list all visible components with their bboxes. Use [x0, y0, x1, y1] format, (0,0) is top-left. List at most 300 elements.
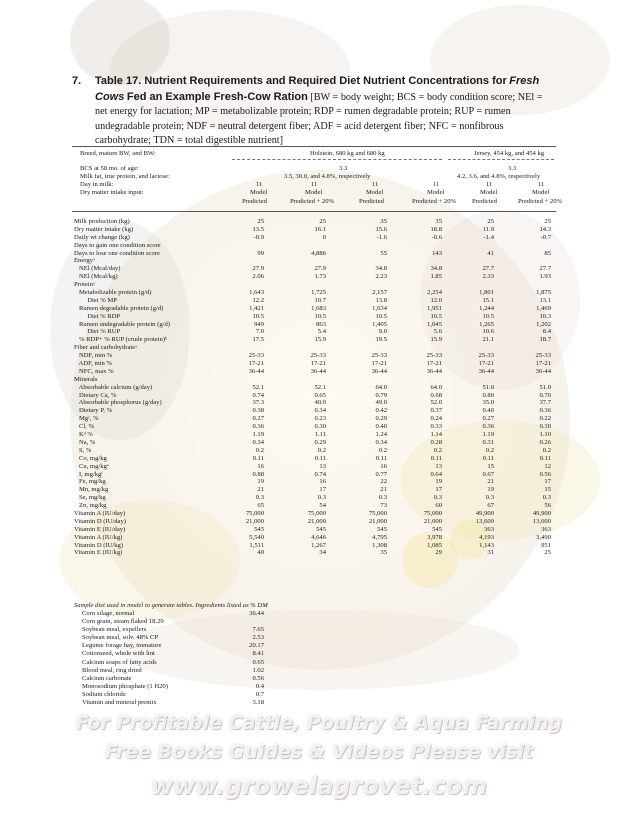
- table-cell: 10.5: [375, 312, 387, 320]
- table-cell: 13.1: [539, 296, 551, 304]
- ingredient-value: 0.7: [255, 690, 264, 698]
- table-cell: 10.6: [482, 328, 494, 336]
- table-cell: 863: [316, 320, 326, 328]
- table-cell: 15.1: [482, 296, 494, 304]
- row-label: Vitamin D (IU/day): [74, 517, 126, 525]
- table-cell: 15.6: [375, 225, 387, 233]
- table-row: [74, 423, 558, 431]
- table-cell: 10.5: [430, 312, 442, 320]
- table-row: [74, 542, 558, 550]
- table-cell: 25-33: [310, 352, 326, 360]
- row-label: Kᵈ %: [74, 431, 93, 439]
- table-row: [74, 273, 558, 281]
- ingredient-value: 20.17: [249, 642, 264, 650]
- table-cell: 2,254: [427, 289, 442, 297]
- table-row: [74, 455, 558, 463]
- table-cell: 12.2: [252, 296, 264, 304]
- table-cell: 18.8: [430, 225, 442, 233]
- table-cell: 0.74: [252, 391, 264, 399]
- table-row: [74, 518, 558, 526]
- table-cell: 1,511: [249, 541, 264, 549]
- dim-value: 11: [372, 181, 379, 188]
- table-cell: 36-44: [371, 367, 387, 375]
- table-cell: 51.0: [539, 383, 551, 391]
- row-label: % RDP+ % RUP (crude protein)ᵇ: [74, 336, 168, 344]
- table-cell: 0.42: [375, 407, 387, 415]
- table-row: [74, 392, 558, 400]
- ingredient-label: Sodium chloride: [82, 690, 126, 698]
- row-label: Fe, mg/kg: [74, 478, 106, 486]
- table-cell: 67: [487, 502, 494, 510]
- table-cell: 41: [487, 249, 494, 257]
- table-cell: 21: [380, 486, 387, 494]
- table-cell: 0.36: [252, 423, 264, 431]
- ingredient-value: 7.65: [252, 626, 264, 634]
- table-row: [74, 281, 558, 289]
- row-label: I, mg/kgᶠ: [74, 470, 103, 478]
- table-cell: 13.8: [375, 296, 387, 304]
- row-label: Days to gain one condition score: [74, 241, 161, 249]
- table-cell: 11.9: [482, 225, 494, 233]
- table-cell: 0.3: [255, 494, 264, 502]
- table-row: [74, 234, 558, 242]
- table-cell: 1.24: [375, 431, 387, 439]
- table-cell: 54: [319, 502, 326, 510]
- table-cell: 49,900: [532, 509, 551, 517]
- table-row: [74, 447, 558, 455]
- sample-diet-item: [74, 642, 374, 650]
- table-cell: 36-44: [248, 367, 264, 375]
- item-number: 7.: [72, 75, 82, 87]
- row-label: Vitamin A (IU/day): [74, 509, 126, 517]
- table-row: [74, 360, 558, 368]
- ingredient-label: Soybean meal, expellers: [82, 626, 147, 634]
- row-label: NFC, max %: [74, 367, 114, 375]
- table-row: [74, 250, 558, 258]
- table-cell: -1.6: [376, 233, 387, 241]
- model-label: Model: [480, 189, 498, 196]
- table-cell: 363: [541, 525, 551, 533]
- row-label: Diet % MP: [74, 296, 117, 304]
- table-row: [74, 265, 558, 273]
- table-cell: -0.6: [431, 233, 442, 241]
- table-row: [74, 297, 558, 305]
- dim-value: 11: [486, 181, 493, 188]
- table-cell: 13,600: [532, 517, 551, 525]
- table-row: [74, 328, 558, 336]
- table-cell: 0.2: [485, 446, 494, 454]
- row-label: Diet % RDP: [74, 312, 121, 320]
- ingredient-value: 36.44: [249, 610, 264, 617]
- sample-diet-item: [74, 626, 374, 634]
- table-cell: 36-44: [426, 367, 442, 375]
- table-cell: 0.30: [539, 423, 551, 431]
- table-cell: 0.36: [539, 407, 551, 415]
- table-cell: 21,000: [245, 517, 264, 525]
- ingredient-value: 0.65: [252, 658, 264, 666]
- table-cell: 73: [380, 502, 387, 510]
- sample-diet: [74, 601, 374, 707]
- ingredient-label: Monosodium phosphate (1 H20): [82, 682, 168, 690]
- table-row: [74, 344, 558, 352]
- table-cell: 25: [319, 218, 326, 225]
- nutrient-table-body: [74, 218, 558, 557]
- table-cell: 0.3: [542, 494, 551, 502]
- table-cell: 52.1: [314, 383, 326, 391]
- ingredient-label: Corn silage, normal: [82, 610, 135, 617]
- table-cell: 13: [435, 462, 442, 470]
- table-cell: 37.7: [539, 399, 551, 407]
- ingredient-label: Corn grain, steam flaked 18.29: [82, 618, 164, 626]
- table-cell: 0.3: [317, 494, 326, 502]
- row-label: Vitamin D (IU/kg): [74, 541, 124, 549]
- row-label: Rumen degradable protein (g/d): [74, 304, 164, 312]
- ingredient-label: Legume forage hay, immature: [82, 642, 162, 650]
- table-cell: 0.34: [314, 407, 326, 415]
- table-row: [74, 494, 558, 502]
- ingredient-label: Calcium soaps of fatty acids: [82, 658, 157, 666]
- table-cell: 0.27: [482, 415, 494, 423]
- table-cell: 9.0: [378, 328, 387, 336]
- table-cell: -0.7: [540, 233, 551, 241]
- sample-diet-item: [74, 610, 374, 618]
- table-cell: 29: [435, 549, 442, 557]
- table-cell: 52.1: [252, 383, 264, 391]
- table-row: [74, 471, 558, 479]
- table-cell: 25: [544, 549, 551, 557]
- sample-diet-item: [74, 675, 374, 683]
- table-cell: 4,193: [479, 533, 494, 541]
- table-cell: 2,157: [372, 289, 387, 297]
- dim-value: 11: [538, 181, 545, 188]
- table-cell: 19: [257, 478, 264, 486]
- table-cell: 75,000: [245, 509, 264, 517]
- table-row: [74, 336, 558, 344]
- table-cell: 31: [487, 549, 494, 557]
- model-label: Model: [305, 189, 323, 196]
- sample-diet-item: [74, 691, 374, 699]
- row-label: Metabolizable protein (g/d): [74, 289, 152, 297]
- table-cell: 14.3: [539, 225, 551, 233]
- table-cell: 16: [319, 478, 326, 486]
- holstein-rule: [232, 159, 442, 160]
- table-row: [74, 534, 558, 542]
- table-cell: 1,875: [536, 289, 551, 297]
- table-cell: 0.67: [482, 470, 494, 478]
- table-cell: 40: [257, 549, 264, 557]
- table-cell: 5,540: [249, 533, 264, 541]
- milk-label: Milk fat, true protein, and lactose:: [80, 173, 170, 180]
- table-cell: 0.11: [375, 454, 387, 462]
- model-label: Model: [250, 189, 268, 196]
- table-cell: 0.68: [430, 391, 442, 399]
- table-cell: 0.28: [430, 438, 442, 446]
- sample-diet-item: [74, 618, 374, 626]
- table-cell: 17-21: [478, 360, 494, 368]
- table-row: [74, 289, 558, 297]
- table-cell: 0.11: [314, 454, 326, 462]
- table-cell: 0.29: [314, 438, 326, 446]
- table-cell: 10.3: [539, 312, 551, 320]
- table-row: [74, 407, 558, 415]
- row-label: Daily wt change (kg): [74, 233, 130, 241]
- table-heading: [72, 74, 552, 149]
- table-cell: 1,469: [536, 304, 551, 312]
- table-cell: 49.0: [375, 399, 387, 407]
- table-cell: 64.0: [430, 383, 442, 391]
- table-cell: 52.0: [430, 399, 442, 407]
- table-row: [74, 321, 558, 329]
- table-cell: 4,646: [311, 533, 326, 541]
- table-cell: 21,000: [368, 517, 387, 525]
- predicted-label: Predicted + 20%: [290, 198, 335, 205]
- table-cell: 0.88: [252, 470, 264, 478]
- table-cell: 85: [544, 249, 551, 257]
- ingredient-label: Vitamin and mineral premix: [82, 699, 157, 707]
- dim-label: Day in milk:: [80, 181, 114, 188]
- table-cell: 0.23: [314, 415, 326, 423]
- row-label: Dry matter intake (kg): [74, 225, 134, 233]
- table-cell: 363: [484, 525, 494, 533]
- table-cell: 35: [380, 218, 387, 225]
- sample-diet-title: Sample diet used in model to generate tables. Ingredients listed as % DM: [74, 602, 268, 609]
- predicted-label: Predicted + 20%: [518, 198, 563, 205]
- table-cell: 0: [322, 233, 326, 241]
- table-cell: 0.56: [539, 470, 551, 478]
- row-label: Rumen undegradable protein (g/d): [74, 320, 170, 328]
- table-cell: 1,085: [427, 541, 442, 549]
- table-cell: 17-21: [426, 360, 442, 368]
- table-cell: 17-21: [371, 360, 387, 368]
- table-cell: 35: [380, 549, 387, 557]
- table-title-italic: Fresh Cows: [95, 75, 540, 103]
- row-label: NEl (Mcal/day): [74, 265, 121, 273]
- table-row: [74, 368, 558, 376]
- breed-jersey: Jersey, 454 kg, and 454 kg: [474, 150, 545, 157]
- table-cell: -0.9: [253, 233, 264, 241]
- row-label: Mgᶜ, %: [74, 415, 99, 423]
- table-cell: 34: [319, 549, 326, 557]
- table-row: [74, 305, 558, 313]
- table-row: [74, 549, 558, 557]
- table-cell: 25: [257, 218, 264, 225]
- table-cell: 15: [487, 462, 494, 470]
- table-cell: 17: [544, 478, 551, 486]
- table-cell: 75,000: [423, 509, 442, 517]
- row-label: Zn, mg/kg: [74, 502, 107, 510]
- row-label: Fiber and carbohydrateᵃ: [74, 344, 137, 352]
- table-cell: 1,801: [479, 289, 494, 297]
- table-cell: 1.93: [539, 273, 551, 281]
- table-cell: 1,951: [427, 304, 442, 312]
- table-cell: 21: [257, 486, 264, 494]
- table-cell: 0.34: [252, 438, 264, 446]
- table-cell: 27.7: [539, 265, 551, 273]
- table-row: [74, 439, 558, 447]
- table-cell: 0.70: [539, 391, 551, 399]
- bcs-holstein: 3.3: [339, 165, 348, 172]
- table-cell: 25-33: [371, 352, 387, 360]
- model-label: Model: [427, 189, 445, 196]
- table-cell: 40.0: [314, 399, 326, 407]
- table-cell: 22: [380, 478, 387, 486]
- row-label: Minerals: [74, 375, 98, 383]
- table-cell: 1.11: [314, 431, 326, 439]
- table-cell: 21.1: [482, 336, 494, 344]
- table-cell: 1,683: [311, 304, 326, 312]
- breed-holstein: Holstein, 680 kg and 680 kg: [310, 150, 385, 157]
- nutrient-table-header: [72, 146, 563, 212]
- table-cell: 0.64: [430, 470, 442, 478]
- table-cell: 1,643: [249, 289, 264, 297]
- table-cell: 17-21: [310, 360, 326, 368]
- table-cell: 0.22: [539, 415, 551, 423]
- table-cell: 0.65: [314, 391, 326, 399]
- table-row: [74, 478, 558, 486]
- predicted-label: Predicted: [359, 198, 384, 205]
- milk-jersey: 4.2, 3.6, and 4.8%, respectively: [457, 173, 541, 180]
- table-cell: 545: [377, 525, 387, 533]
- table-cell: 545: [432, 525, 442, 533]
- predicted-label: Predicted + 20%: [412, 198, 457, 205]
- table-cell: 0.26: [539, 438, 551, 446]
- table-cell: 0.3: [433, 494, 442, 502]
- table-cell: 0.3: [485, 494, 494, 502]
- table-cell: 17.5: [252, 336, 264, 344]
- table-row: [74, 257, 558, 265]
- table-cell: 99: [257, 249, 264, 257]
- table-cell: 0.11: [539, 454, 551, 462]
- row-label: NEl (Mcal/kg): [74, 273, 118, 281]
- table-cell: 8.4: [542, 328, 551, 336]
- table-cell: 0.79: [375, 391, 387, 399]
- table-cell: 2.06: [252, 273, 264, 281]
- ingredient-value: 0.56: [252, 674, 264, 682]
- table-cell: 0.11: [252, 454, 264, 462]
- ingredient-value: 2.53: [252, 634, 264, 642]
- row-label: Co, mg/kg: [74, 454, 107, 462]
- table-cell: 10.5: [314, 312, 326, 320]
- table-cell: 7.0: [255, 328, 264, 336]
- table-cell: 49,900: [475, 509, 494, 517]
- row-label: Vitamin E (IU/kg): [74, 549, 123, 557]
- table-cell: 0.33: [430, 423, 442, 431]
- sample-diet-item: [74, 699, 374, 707]
- row-label: Dietary Ca, %: [74, 391, 117, 399]
- table-row: [74, 376, 558, 384]
- table-cell: 0.2: [378, 446, 387, 454]
- table-cell: 25-33: [426, 352, 442, 360]
- table-row: [74, 242, 558, 250]
- table-cell: 1,725: [311, 289, 326, 297]
- row-label: Cu, mg/kgᵉ: [74, 462, 109, 470]
- table-row: [74, 399, 558, 407]
- table-cell: 0.11: [430, 454, 442, 462]
- table-cell: 15.9: [430, 336, 442, 344]
- table-cell: 0.37: [430, 407, 442, 415]
- row-label: NDF, min %: [74, 352, 113, 360]
- row-label: S, %: [74, 446, 92, 454]
- ingredient-label: Cottonseed, whole with lint: [82, 650, 155, 658]
- table-cell: 0.40: [375, 423, 387, 431]
- table-row: [74, 415, 558, 423]
- table-row: [74, 384, 558, 392]
- row-label: Absorbable phosphorus (g/day): [74, 399, 162, 407]
- abbreviations: [BW = body weight; BCS = body condition score; NEl = net energy for lactation; MP = metabolizable protein; RDP = rumen degradable protein; RUP = rumen undegradable protein; NDF = neutral detergent fiber; ADF = acid detergent fiber; NFC = nonfibrous carbohydrate; TDN = total digestible nutrient]: [95, 91, 543, 146]
- bcs-jersey: 3.3: [508, 165, 517, 172]
- table-cell: 1.10: [539, 431, 551, 439]
- table-cell: 13: [319, 462, 326, 470]
- table-cell: 0.11: [482, 454, 494, 462]
- row-label: Diet % RUP: [74, 328, 121, 336]
- table-cell: 1.14: [430, 431, 442, 439]
- table-cell: 951: [541, 541, 551, 549]
- table-cell: 1,267: [311, 541, 326, 549]
- table-cell: 0.38: [252, 407, 264, 415]
- watermark-line-2: Free Books Guides & Videos Please visit: [104, 741, 534, 763]
- ingredient-value: 8.41: [252, 650, 264, 658]
- ingredient-label: Blood meal, ring dried: [82, 666, 142, 674]
- sample-diet-item: [74, 650, 374, 658]
- table-cell: 13.5: [252, 225, 264, 233]
- table-cell: 19: [435, 478, 442, 486]
- table-cell: 10.5: [252, 312, 264, 320]
- table-cell: 25-33: [535, 352, 551, 360]
- table-cell: 27.9: [252, 265, 264, 273]
- table-cell: 1,244: [479, 304, 494, 312]
- table-cell: 75,000: [368, 509, 387, 517]
- table-row: [74, 352, 558, 360]
- ingredient-label: Calcium carbonate: [82, 674, 132, 682]
- table-cell: 21,000: [307, 517, 326, 525]
- dim-value: 11: [256, 181, 263, 188]
- breed-label: Breed, mature BW, and BW:: [80, 150, 156, 157]
- table-cell: 16: [380, 462, 387, 470]
- table-cell: 1,265: [479, 320, 494, 328]
- table-cell: 0.31: [482, 438, 494, 446]
- table-row: [74, 218, 558, 226]
- table-cell: 0.36: [482, 423, 494, 431]
- table-cell: 13,600: [475, 517, 494, 525]
- table-cell: 0.3: [378, 494, 387, 502]
- table-cell: 21,000: [423, 517, 442, 525]
- table-cell: 143: [432, 249, 442, 257]
- table-cell: 65: [257, 502, 264, 510]
- table-cell: 0.2: [433, 446, 442, 454]
- table-cell: 35: [435, 218, 442, 225]
- table-row: [74, 463, 558, 471]
- table-cell: 1,045: [427, 320, 442, 328]
- ingredient-value: 0.4: [255, 682, 264, 690]
- table-title: Table 17. Nutrient Requirements and Required Diet Nutrient Concentrations for: [95, 75, 507, 87]
- table-cell: 25-33: [478, 352, 494, 360]
- table-cell: 10.5: [482, 312, 494, 320]
- row-label: Energyᵃ: [74, 257, 95, 265]
- sample-diet-item: [74, 634, 374, 642]
- table-title-ration: Fed an Example Fresh-Cow Ration: [126, 90, 308, 103]
- table-cell: 5.6: [433, 328, 442, 336]
- table-row: [74, 502, 558, 510]
- table-cell: 18.7: [539, 336, 551, 344]
- table-cell: 12: [544, 462, 551, 470]
- row-label: Na, %: [74, 438, 96, 446]
- table-cell: 15: [544, 486, 551, 494]
- row-label: Cl, %: [74, 423, 94, 431]
- table-cell: 0.2: [317, 446, 326, 454]
- watermark-line-1: For Profitable Cattle, Poultry & Aqua Farming: [75, 712, 563, 734]
- table-cell: 25: [487, 218, 494, 225]
- table-cell: 4,886: [311, 249, 326, 257]
